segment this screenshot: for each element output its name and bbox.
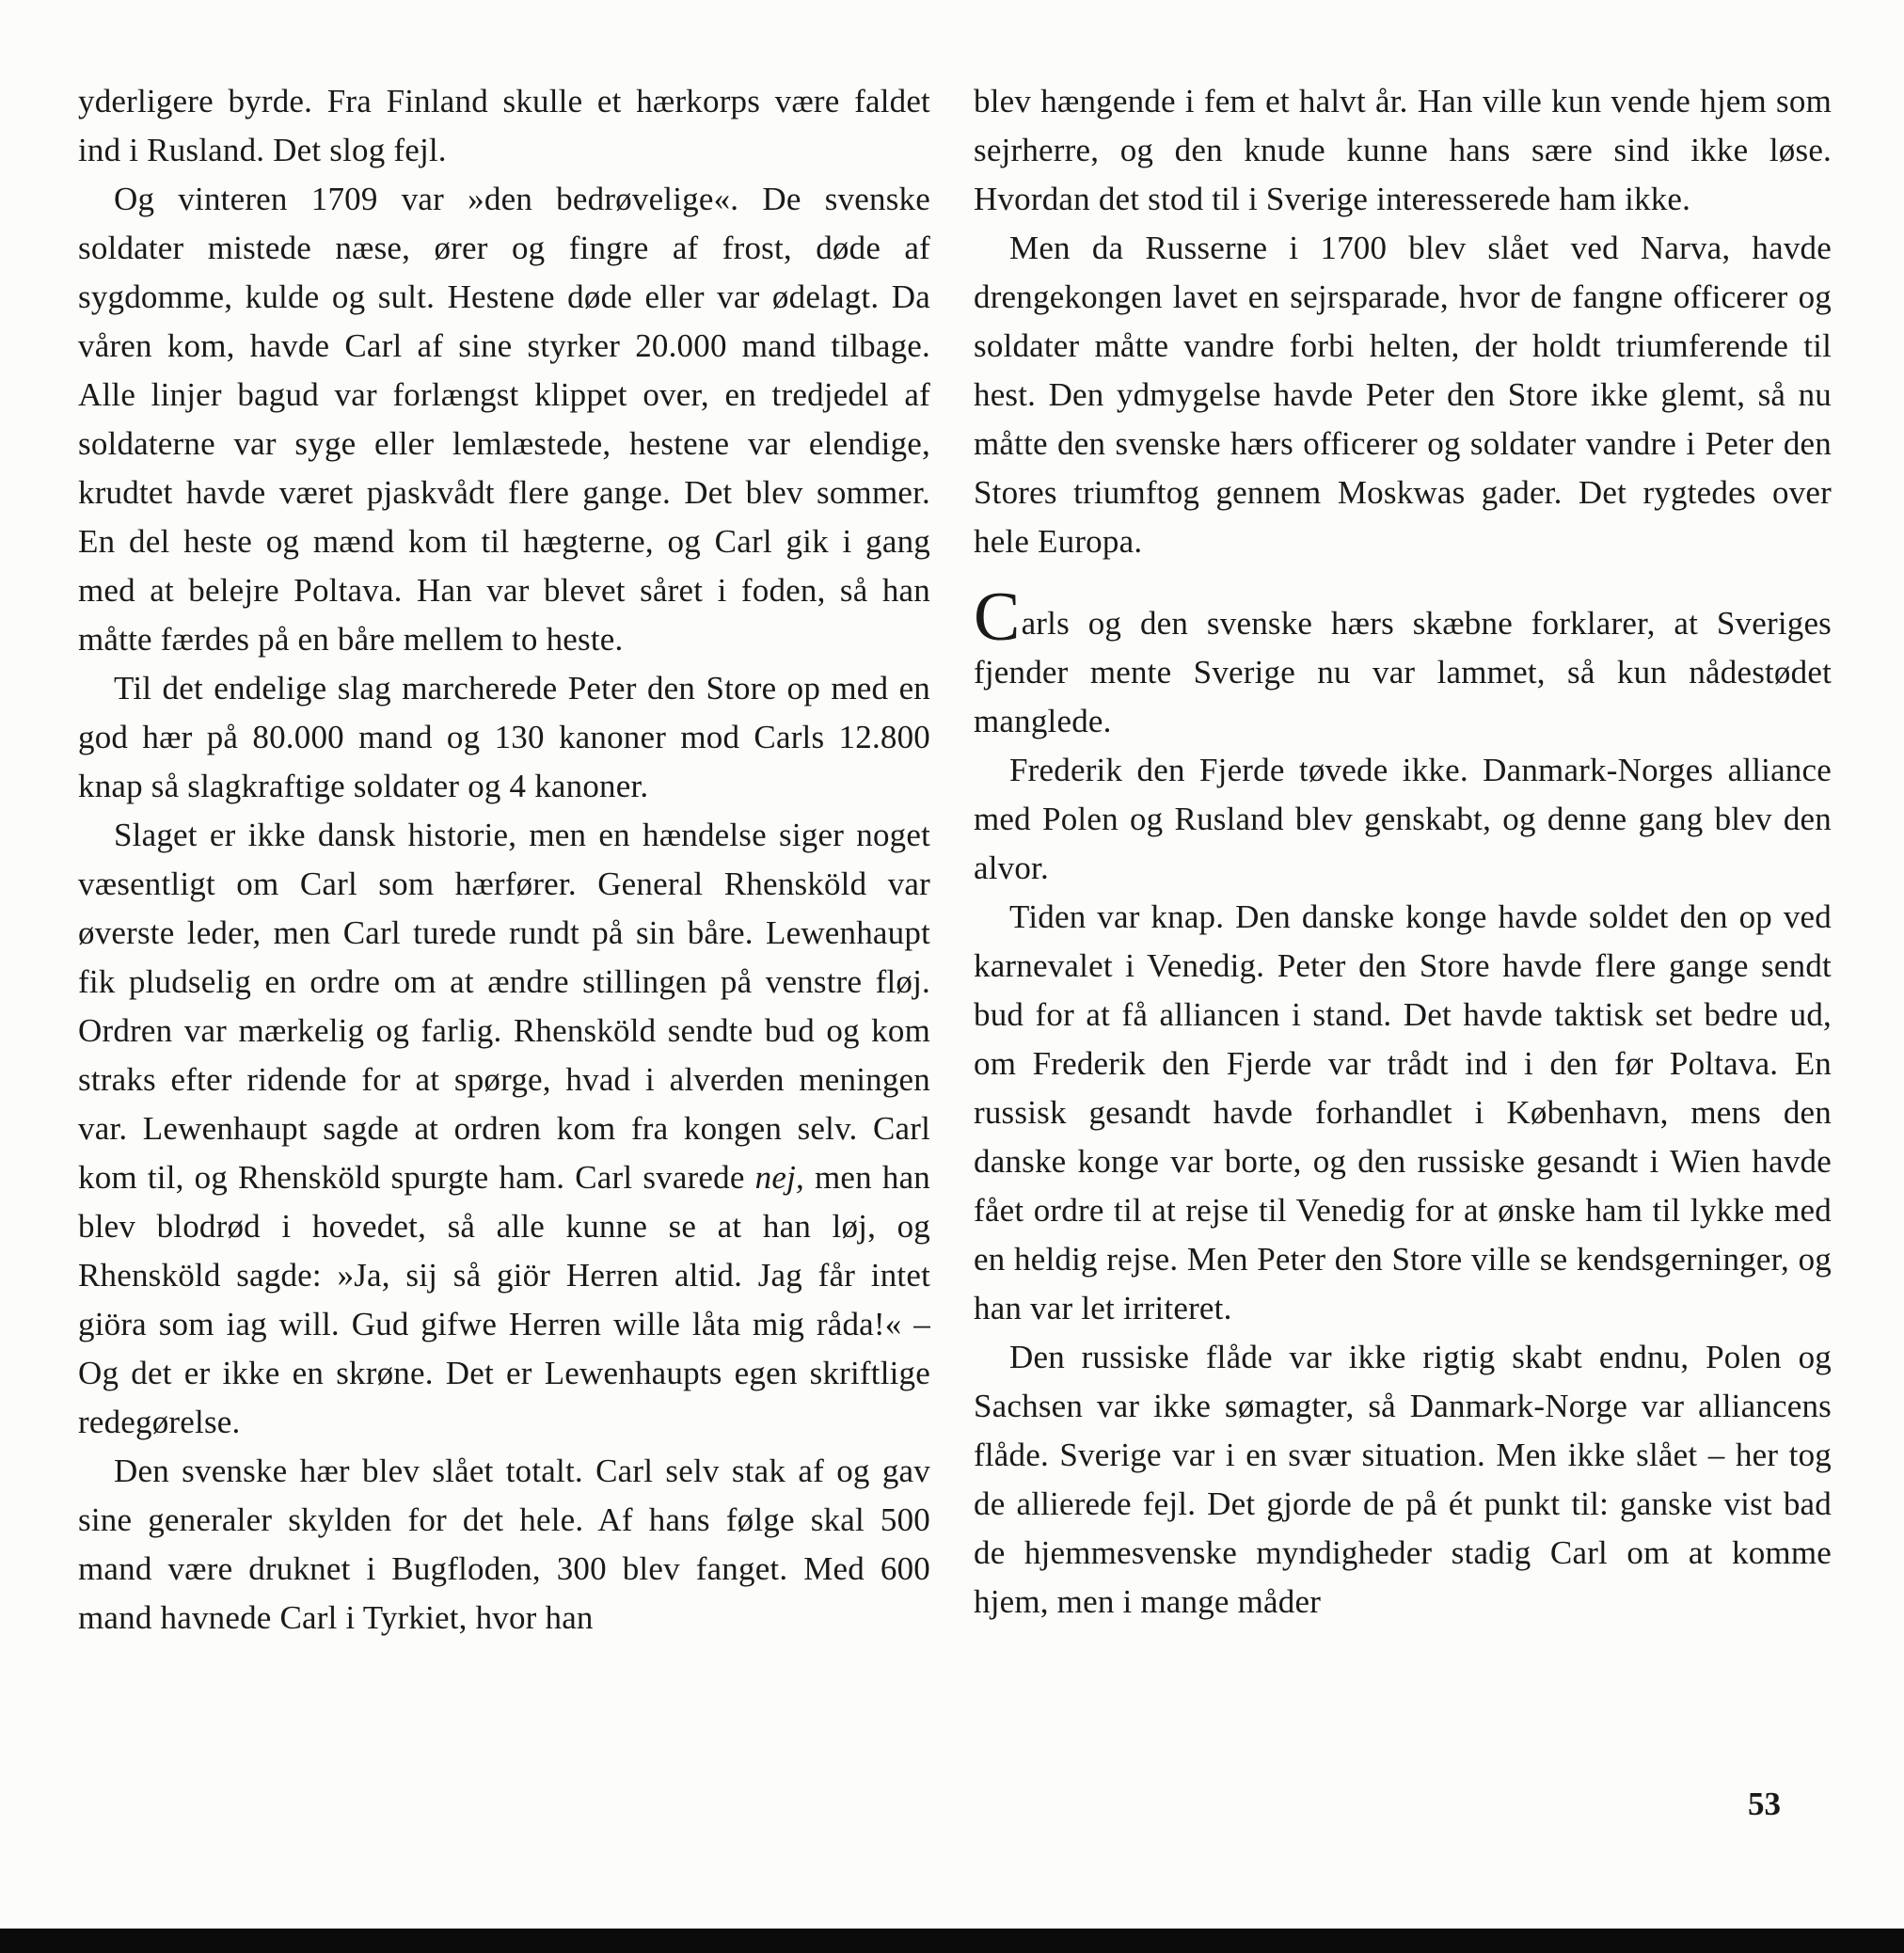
section-opening-paragraph [974, 579, 1832, 746]
paragraph: Og vinteren 1709 var »den bedrøvelige«. De svenske soldater mistede næse, ører og fingre af frost, døde af sygdomme, kulde og sult. Hestene døde eller var ødelagt. Da våren kom, havde Carl af sine styrker 20.000 mand tilbage. Alle linjer bagud var forlængst klippet over, en tredjedel af soldaterne var syge eller lemlæstede, hestene var elendige, krudtet havde været pjaskvådt flere gange. Det blev sommer. En del heste og mænd kom til hægterne, og Carl gik i gang med at belejre Poltava. Han var blevet såret i foden, så han måtte færdes på en båre mellem to heste. [78, 181, 930, 658]
paragraph: Til det endelige slag marcherede Peter den Store op med en god hær på 80.000 mand og 130 kanoner mod Carls 12.800 knap så slagkraftige soldater og 4 kanoner. [78, 670, 930, 804]
page-number: 53 [1748, 1786, 1781, 1822]
paragraph-text: men han blev blodrød i hovedet, så alle kunne se at han løj, og Rhensköld sagde: »Ja, sij så giör Herren altid. Jag får intet giöra som iag will. Gud gifwe Herren wille låta mig råda!« – Og det er ikke en skrøne. Det er Lewenhaupts egen skriftlige redegørelse. [78, 1159, 931, 1440]
right-text-column [974, 77, 1832, 1627]
paragraph-text: Slaget er ikke dansk historie, men en hændelse siger noget væsentligt om Carl som hærfører. General Rhensköld var øverste leder, men Carl turede rundt på sin båre. Lewenhaupt fik pludselig en ordre om at ændre stillingen på venstre fløj. Ordren var mærkelig og farlig. Rhensköld sendte bud og kom straks efter ridende for at spørge, hvad i alverden meningen var. Lewenhaupt sagde at ordren kom fra kongen selv. Carl kom til, og Rhensköld spurgte ham. Carl svarede [78, 817, 930, 1196]
left-text-column [78, 77, 930, 1643]
paragraph: yderligere byrde. Fra Finland skulle et hærkorps være faldet ind i Rusland. Det slog fejl. [78, 83, 930, 168]
paragraph: Men da Russerne i 1700 blev slået ved Narva, havde drengekongen lavet en sejrsparade, hvor de fangne officerer og soldater måtte vandre forbi helten, der holdt triumferende til hest. Den ydmygelse havde Peter den Store ikke glemt, så nu måtte den svenske hærs officerer og soldater vandre i Peter den Stores triumftog gennem Moskwas gader. Det rygtedes over hele Europa. [974, 230, 1832, 560]
paragraph: Den russiske flåde var ikke rigtig skabt endnu, Polen og Sachsen var ikke sømagter, så Danmark-Norge var alliancens flåde. Sverige var i en svær situation. Men ikke slået – her tog de allierede fejl. Det gjorde de på ét punkt til: ganske vist bad de hjemmesvenske myndigheder stadig Carl om at komme hjem, men i mange måder [974, 1339, 1832, 1620]
initial-letter: C [974, 579, 1021, 656]
scan-bottom-edge [0, 1929, 1904, 1953]
paragraph: Frederik den Fjerde tøvede ikke. Danmark-Norges alliance med Polen og Rusland blev genskabt, og denne gang blev den alvor. [974, 752, 1832, 886]
paragraph: blev hængende i fem et halvt år. Han ville kun vende hjem som sejrherre, og den knude kunne hans sære sind ikke løse. Hvordan det stod til i Sverige interesserede ham ikke. [974, 83, 1832, 217]
italic-word: nej, [754, 1159, 804, 1196]
paragraph-text: arls og den svenske hærs skæbne forklarer, at Sveriges fjender mente Sverige nu var lammet, så kun nådestødet manglede. [974, 605, 1832, 739]
paragraph [78, 811, 930, 1447]
paragraph: Den svenske hær blev slået totalt. Carl selv stak af og gav sine generaler skylden for det hele. Af hans følge skal 500 mand være druknet i Bugfloden, 300 blev fanget. Med 600 mand havnede Carl i Tyrkiet, hvor han [78, 1453, 930, 1636]
paragraph: Tiden var knap. Den danske konge havde soldet den op ved karnevalet i Venedig. Peter den Store havde flere gange sendt bud for at få alliancen i stand. Det havde taktisk set bedre ud, om Frederik den Fjerde var trådt ind i den før Poltava. En russisk gesandt havde forhandlet i København, mens den danske konge var borte, og den russiske gesandt i Wien havde fået ordre til at rejse til Venedig for at ønske ham til lykke med en heldig rejse. Men Peter den Store ville se kendsgerninger, og han var let irriteret. [974, 898, 1832, 1326]
